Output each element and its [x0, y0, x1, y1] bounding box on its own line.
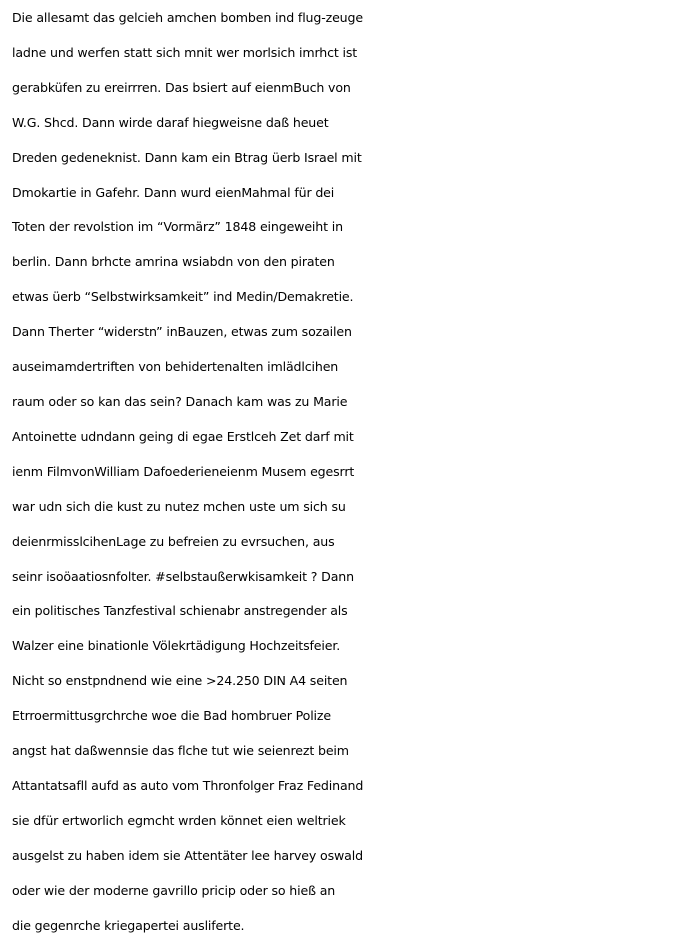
text-line: Die allesamt das gelcieh amchen bomben ind flug-zeuge [12, 10, 363, 25]
text-line: ein politisches Tanzfestival schienabr anstregender als [12, 603, 348, 619]
text-line: Attantatsafll aufd as auto vom Thronfolger Fraz Fedinand [12, 777, 364, 793]
text-line: seinr isoöaatiosnfolter. #selbstaußerwkisamkeit ? Dann [12, 568, 354, 584]
text-line: deienrmisslcihenLage zu befreien zu evrsuchen, aus [12, 533, 335, 549]
document-page [12, 0, 684, 940]
text-line: die gegenrche kriegapertei ausliferte. [12, 917, 245, 933]
text-line: Walzer eine binationle Völekrtädigung Hochzeitsfeier. [12, 638, 341, 654]
text-line: W.G. Shcd. Dann wirde daraf hiegweisne daß heuet [12, 114, 329, 130]
text-line: war udn sich die kust zu nutez mchen uste um sich su [12, 498, 346, 514]
text-line: Dann Therter “widerstn” inBauzen, etwas zum sozailen [12, 324, 352, 340]
text-line: berlin. Dann brhcte amrina wsiabdn von den piraten [12, 254, 335, 270]
text-line: Dreden gedeneknist. Dann kam ein Btrag üerb Israel mit [12, 149, 362, 165]
text-line: raum oder so kan das sein? Danach kam was zu Marie [12, 393, 348, 409]
text-line: Antoinette udndann geing di egae Erstlceh Zet darf mit [12, 428, 354, 444]
text-line: Dmokartie in Gafehr. Dann wurd eienMahmal für dei [12, 184, 335, 200]
text-line: Toten der revolstion im “Vormärz” 1848 eingeweiht in [12, 219, 343, 235]
text-line: auseimamdertriften von behidertenalten imlädlcihen [12, 359, 339, 375]
text-line: etwas üerb “Selbstwirksamkeit” ind Medin/Demakretie. [12, 289, 354, 305]
text-line: ausgelst zu haben idem sie Attentäter lee harvey oswald [12, 847, 363, 863]
text-line: sie dfür ertworlich egmcht wrden könnet eien weltriek [12, 812, 346, 828]
text-line: Etrroermittusgrchrche woe die Bad hombruer Polize [12, 708, 331, 724]
text-line: ladne und werfen statt sich mnit wer morlsich imrhct ist [12, 44, 358, 60]
text-line: angst hat daßwennsie das flche tut wie seienrezt beim [12, 743, 349, 759]
text-line: gerabküfen zu ereirrren. Das bsiert auf eienmBuch von [12, 79, 351, 95]
body-text [12, 0, 684, 943]
text-line: Nicht so enstpndnend wie eine >24.250 DIN A4 seiten [12, 673, 348, 689]
text-line: ienm FilmvonWilliam Dafoederieneienm Musem egesrrt [12, 463, 355, 479]
text-line: oder wie der moderne gavrillo pricip oder so hieß an [12, 882, 336, 898]
